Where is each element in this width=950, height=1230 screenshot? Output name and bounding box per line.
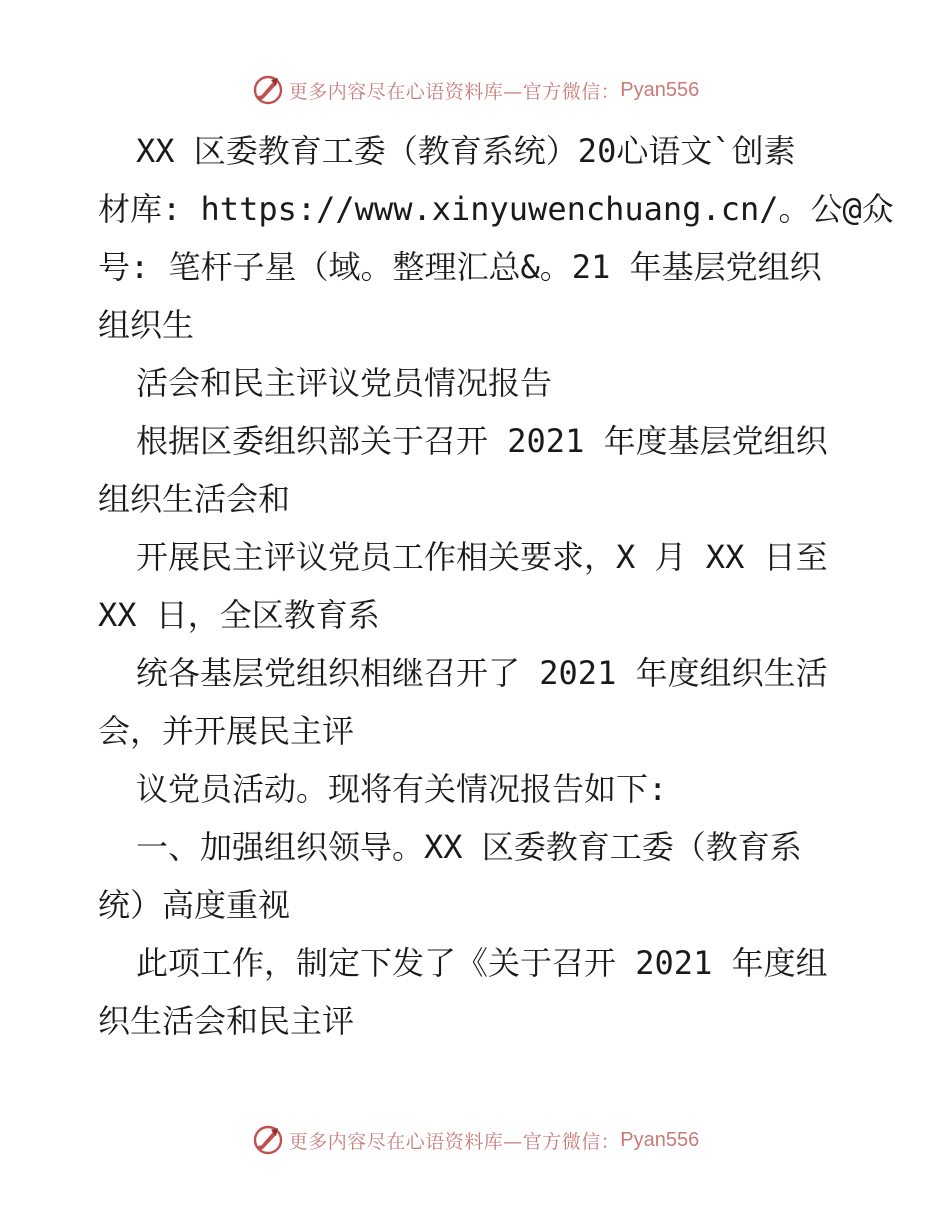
body-line: 统各基层党组织相继召开了 2021 年度组织生活 xyxy=(136,654,828,692)
body-line: 一、加强组织领导。XX 区委教育工委（教育系 xyxy=(136,828,802,866)
header-watermark-banner xyxy=(0,70,950,110)
body-line: 号: 笔杆子星（域。整理汇总&。21 年基层党组织 xyxy=(98,248,822,286)
footer-banner-wechat-id: Pyan556 xyxy=(620,1128,700,1151)
body-line: 组织生活会和 xyxy=(98,480,291,518)
body-line: XX 日，全区教育系 xyxy=(98,596,380,634)
body-line: 材库: https://www.xinyuwenchuang.cn/。公@众 xyxy=(98,190,894,228)
body-line: 织生活会和民主评 xyxy=(98,1002,355,1040)
body-line: 议党员活动。现将有关情况报告如下: xyxy=(136,770,668,808)
footer-banner-text: 更多内容尽在心语资料库—官方微信： xyxy=(288,1130,621,1153)
header-banner-text: 更多内容尽在心语资料库—官方微信： xyxy=(288,80,621,103)
body-line: 开展民主评议党员工作相关要求，X 月 XX 日至 xyxy=(136,538,828,576)
body-line: XX 区委教育工委（教育系统）20心语文`创素 xyxy=(136,132,796,170)
body-line: 组织生 xyxy=(98,306,195,344)
body-line: 此项工作，制定下发了《关于召开 2021 年度组 xyxy=(136,944,828,982)
body-line: 活会和民主评议党员情况报告 xyxy=(136,364,553,402)
quill-seal-icon xyxy=(251,73,285,107)
quill-seal-icon xyxy=(251,1123,285,1157)
body-line: 会，并开展民主评 xyxy=(98,712,355,750)
footer-watermark-banner xyxy=(0,1120,950,1160)
body-line: 根据区委组织部关于召开 2021 年度基层党组织 xyxy=(136,422,828,460)
body-line: 统）高度重视 xyxy=(98,886,291,924)
header-banner-wechat-id: Pyan556 xyxy=(620,78,700,101)
document-body xyxy=(98,122,894,1050)
